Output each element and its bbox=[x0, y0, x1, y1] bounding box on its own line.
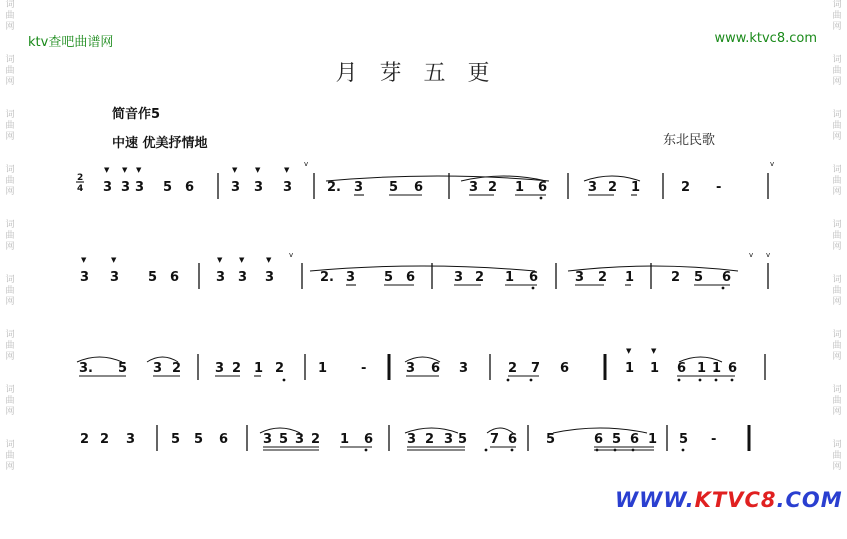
accent-mark: ▼ bbox=[111, 256, 117, 264]
note: 3 bbox=[265, 270, 275, 285]
note: 5 bbox=[163, 180, 173, 195]
note: 6 bbox=[594, 432, 604, 447]
note: 3 bbox=[354, 180, 364, 195]
note: 6 bbox=[728, 361, 738, 376]
accent-mark: ▼ bbox=[232, 166, 238, 174]
note: 3 bbox=[103, 180, 113, 195]
note: 3 bbox=[469, 180, 479, 195]
octave-dot bbox=[507, 379, 510, 382]
octave-dot bbox=[530, 379, 533, 382]
note: 7 bbox=[490, 432, 500, 447]
note: 2 bbox=[172, 361, 182, 376]
note: 1 bbox=[254, 361, 264, 376]
octave-dot bbox=[678, 379, 681, 382]
note: 3 bbox=[575, 270, 585, 285]
breath-mark: v bbox=[749, 251, 754, 259]
song-title: 月芽五更 bbox=[335, 61, 512, 86]
note: 2 bbox=[608, 180, 618, 195]
note: 6 bbox=[560, 361, 570, 376]
accent-mark: ▼ bbox=[136, 166, 142, 174]
note: 1 bbox=[650, 361, 660, 376]
note: 3. bbox=[79, 361, 93, 376]
accent-mark: ▼ bbox=[284, 166, 290, 174]
note: 5 bbox=[612, 432, 622, 447]
note: 5 bbox=[694, 270, 704, 285]
note: 3 bbox=[254, 180, 264, 195]
note: 2 bbox=[598, 270, 608, 285]
note: 1 bbox=[340, 432, 350, 447]
note: 1 bbox=[697, 361, 707, 376]
song-origin: 东北民歌 bbox=[663, 133, 716, 148]
note: 3 bbox=[588, 180, 598, 195]
accent-mark: ▼ bbox=[255, 166, 261, 174]
note: 1 bbox=[648, 432, 658, 447]
note: 6 bbox=[170, 270, 180, 285]
time-signature bbox=[76, 173, 84, 194]
note: 2 bbox=[671, 270, 681, 285]
score-row-1 bbox=[103, 180, 721, 195]
note: 3 bbox=[346, 270, 356, 285]
note: - bbox=[711, 432, 717, 447]
octave-dot bbox=[731, 379, 734, 382]
note: 6 bbox=[185, 180, 195, 195]
note: 6 bbox=[364, 432, 374, 447]
note: 2 bbox=[100, 432, 110, 447]
note: 6 bbox=[538, 180, 548, 195]
note: 2 bbox=[508, 361, 518, 376]
note: - bbox=[361, 361, 367, 376]
note: 3 bbox=[263, 432, 273, 447]
note: 1 bbox=[625, 361, 635, 376]
key-notation: 简音作5 bbox=[112, 107, 161, 122]
note: 2 bbox=[681, 180, 691, 195]
note: 3 bbox=[295, 432, 305, 447]
octave-dot bbox=[365, 449, 368, 452]
octave-dot bbox=[511, 449, 514, 452]
accent-mark: ▼ bbox=[626, 347, 632, 355]
breath-mark: v bbox=[289, 251, 294, 259]
accent-mark: ▼ bbox=[122, 166, 128, 174]
note: 3 bbox=[231, 180, 241, 195]
breath-mark: v bbox=[770, 160, 775, 168]
note: 5 bbox=[148, 270, 158, 285]
octave-dot bbox=[632, 449, 635, 452]
note: 3 bbox=[407, 432, 417, 447]
note: 3 bbox=[444, 432, 454, 447]
note: 5 bbox=[389, 180, 399, 195]
note: 3 bbox=[121, 180, 131, 195]
note: 3 bbox=[80, 270, 90, 285]
note: 1 bbox=[712, 361, 722, 376]
note: 5 bbox=[171, 432, 181, 447]
note: 3 bbox=[459, 361, 469, 376]
octave-dot bbox=[715, 379, 718, 382]
note: 1 bbox=[625, 270, 635, 285]
note: 3 bbox=[406, 361, 416, 376]
accent-mark: ▼ bbox=[651, 347, 657, 355]
octave-dot bbox=[682, 449, 685, 452]
accent-mark: ▼ bbox=[266, 256, 272, 264]
logo-com: .COM bbox=[776, 488, 843, 512]
accent-mark: ▼ bbox=[239, 256, 245, 264]
note: 3 bbox=[238, 270, 248, 285]
note: 2 bbox=[475, 270, 485, 285]
note: 6 bbox=[529, 270, 539, 285]
logo-www: WWW. bbox=[615, 488, 695, 512]
side-watermark-right: 词 曲 网 词 曲 网 词 曲 网 词 曲 网 词 曲 网 词 曲 网 词 曲 网 词 曲 网 词 曲 网 bbox=[832, 0, 842, 472]
time-signature-bottom: 4 bbox=[77, 184, 84, 194]
score-row-3 bbox=[79, 361, 737, 376]
octave-dot bbox=[485, 449, 488, 452]
octave-dot bbox=[722, 287, 725, 290]
breath-mark: v bbox=[304, 160, 309, 168]
octave-dot bbox=[540, 197, 543, 200]
note: 7 bbox=[531, 361, 541, 376]
note: 6 bbox=[677, 361, 687, 376]
note: 2 bbox=[425, 432, 435, 447]
slur-arc bbox=[310, 266, 535, 271]
note: 1 bbox=[515, 180, 525, 195]
note: 5 bbox=[384, 270, 394, 285]
slur-arc bbox=[568, 266, 738, 271]
octave-dot bbox=[283, 379, 286, 382]
logo-ktvc8: KTVC8 bbox=[694, 488, 777, 512]
note: 2 bbox=[275, 361, 285, 376]
note: 2 bbox=[488, 180, 498, 195]
breath-mark: v bbox=[766, 251, 771, 259]
tempo-marking: 中速 优美抒情地 bbox=[112, 136, 208, 151]
note: 6 bbox=[630, 432, 640, 447]
note: 2. bbox=[327, 180, 341, 195]
time-signature-top: 2 bbox=[77, 173, 84, 183]
note: 3 bbox=[153, 361, 163, 376]
note: 3 bbox=[135, 180, 145, 195]
note: 3 bbox=[126, 432, 136, 447]
note: 6 bbox=[508, 432, 518, 447]
note: 6 bbox=[414, 180, 424, 195]
accent-mark: ▼ bbox=[81, 256, 87, 264]
site-link-left[interactable]: ktv查吧曲谱网 bbox=[28, 35, 114, 50]
accent-mark: ▼ bbox=[217, 256, 223, 264]
octave-dot bbox=[614, 449, 617, 452]
note: 3 bbox=[216, 270, 226, 285]
score-row-4 bbox=[80, 432, 716, 447]
note: 5 bbox=[194, 432, 204, 447]
note: 2 bbox=[311, 432, 321, 447]
octave-dot bbox=[532, 287, 535, 290]
side-watermark-left: 词 曲 网 词 曲 网 词 曲 网 词 曲 网 词 曲 网 词 曲 网 词 曲 网 词 曲 网 词 曲 网 bbox=[5, 0, 15, 472]
note: 1 bbox=[631, 180, 641, 195]
note: 3 bbox=[215, 361, 225, 376]
note: 5 bbox=[679, 432, 689, 447]
note: 1 bbox=[505, 270, 515, 285]
note: 2 bbox=[80, 432, 90, 447]
note: 5 bbox=[546, 432, 556, 447]
score-markings bbox=[77, 160, 774, 451]
site-logo[interactable] bbox=[615, 488, 843, 512]
note: 3 bbox=[454, 270, 464, 285]
note: 2 bbox=[232, 361, 242, 376]
octave-dot bbox=[699, 379, 702, 382]
note: 6 bbox=[406, 270, 416, 285]
octave-dot bbox=[596, 449, 599, 452]
note: - bbox=[716, 180, 722, 195]
note: 5 bbox=[118, 361, 128, 376]
accent-mark: ▼ bbox=[104, 166, 110, 174]
note: 6 bbox=[722, 270, 732, 285]
score-row-2 bbox=[80, 270, 731, 285]
note: 1 bbox=[318, 361, 328, 376]
note: 2. bbox=[320, 270, 334, 285]
note: 6 bbox=[219, 432, 229, 447]
site-link-right[interactable]: www.ktvc8.com bbox=[714, 31, 817, 46]
note: 5 bbox=[279, 432, 289, 447]
note: 3 bbox=[283, 180, 293, 195]
note: 5 bbox=[458, 432, 468, 447]
note: 6 bbox=[431, 361, 441, 376]
note: 3 bbox=[110, 270, 120, 285]
